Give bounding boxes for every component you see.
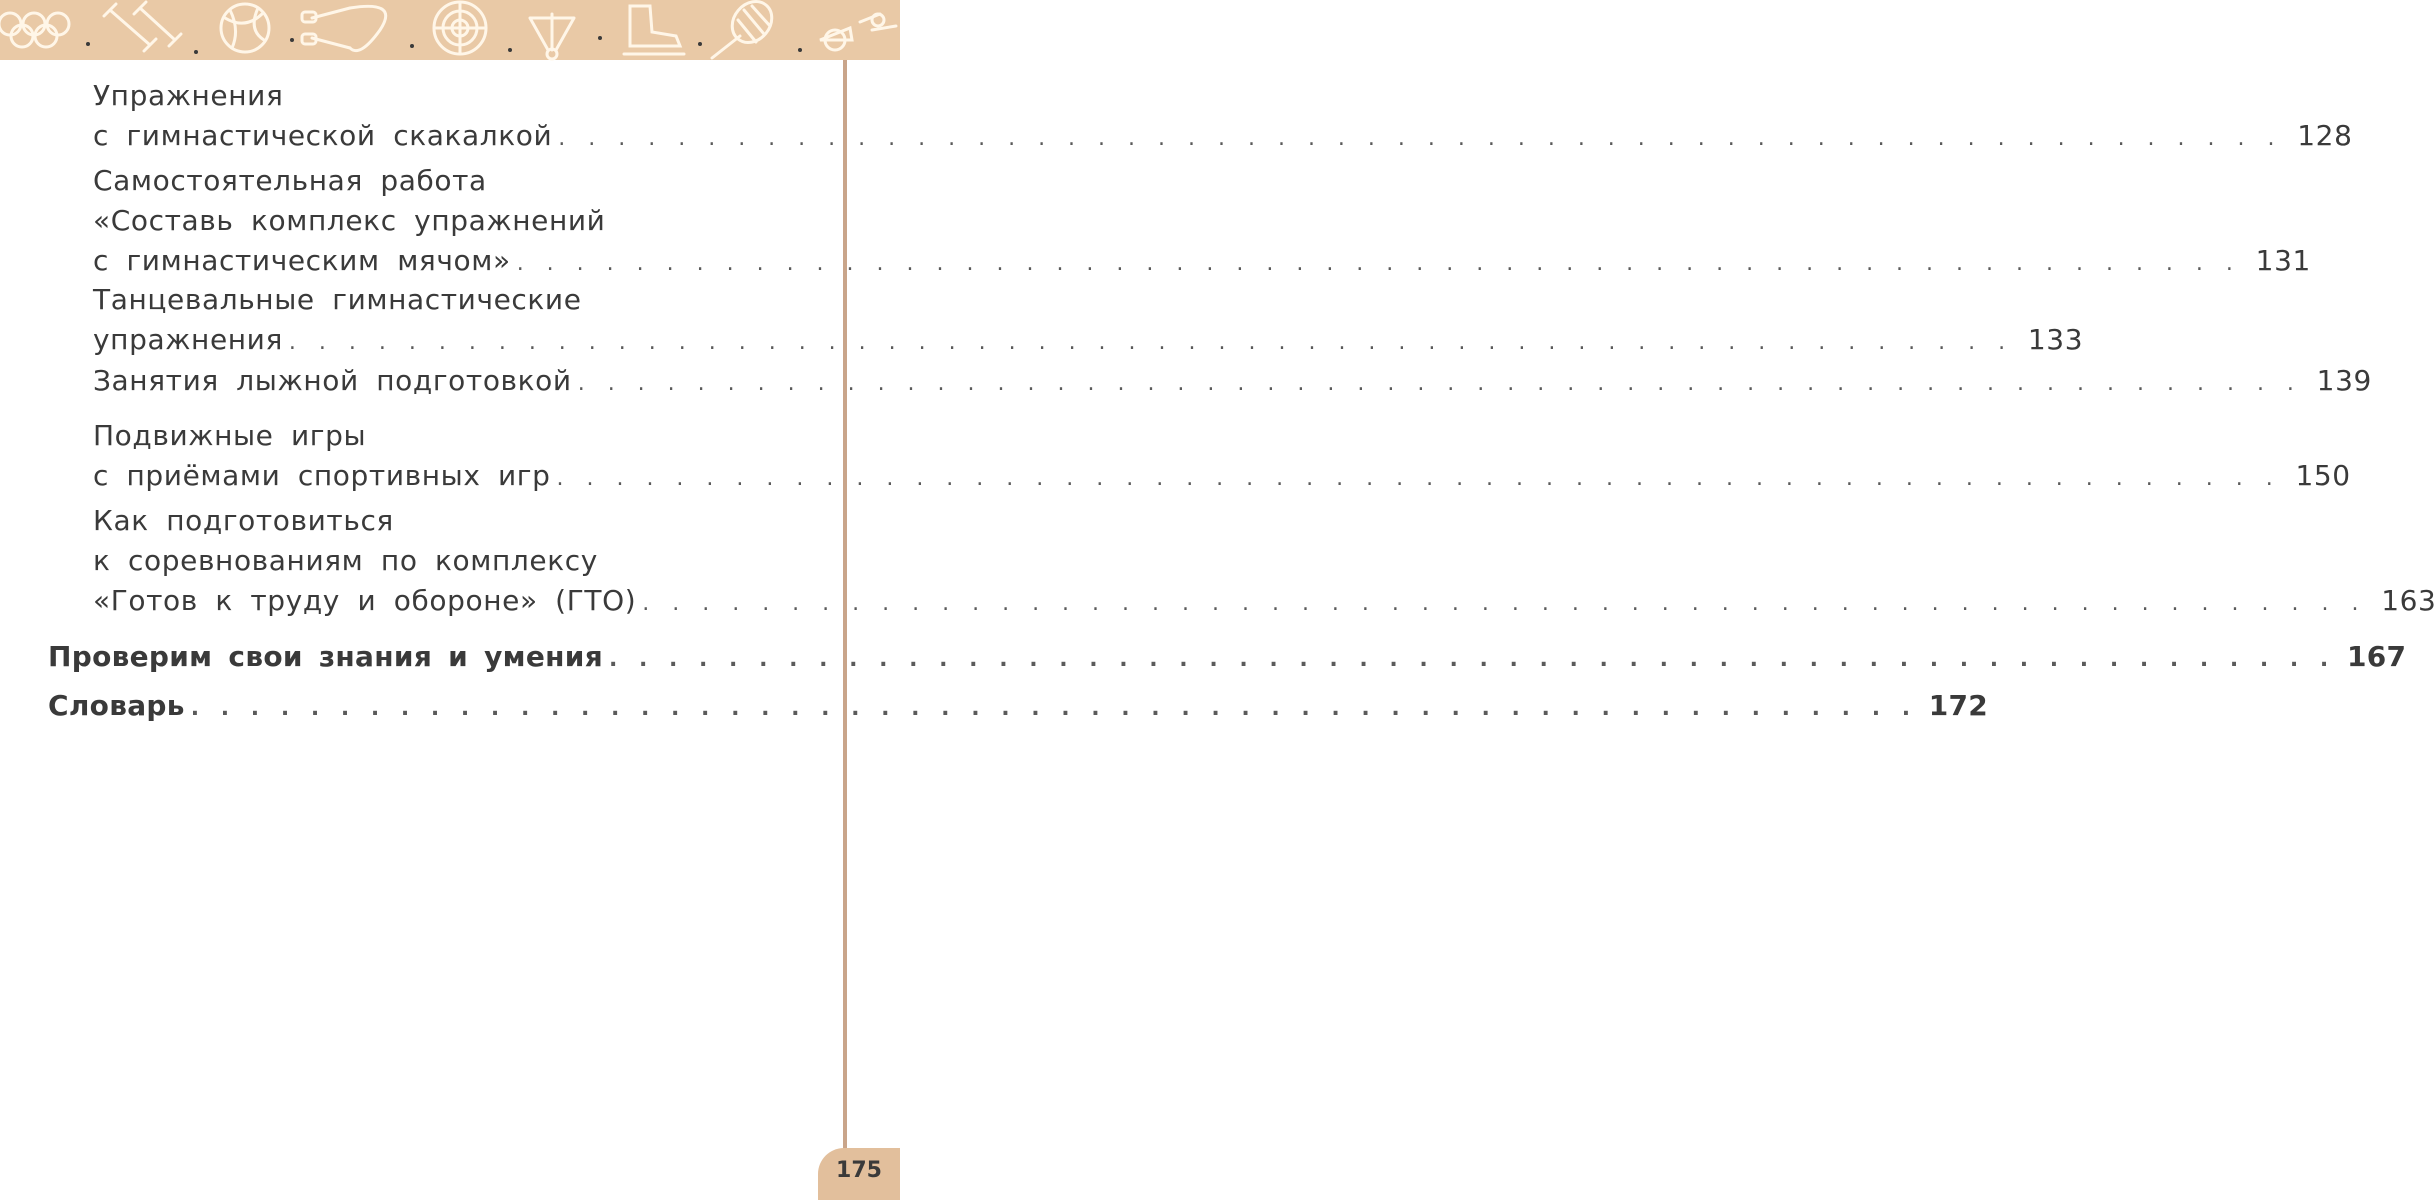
toc-page-number: 167 (2346, 640, 2407, 673)
toc-entry-last-line (48, 686, 1989, 729)
toc-entry-title-line: Проверим свои знания и умения (48, 640, 603, 673)
toc-entry-title-line: «Составь комплекс упражнений (93, 204, 606, 237)
page-margin-strip (843, 60, 904, 1200)
volleyball-icon (221, 4, 269, 52)
toc-entry (93, 361, 2372, 404)
toc-entry (93, 161, 2311, 284)
dartboard-icon (434, 2, 486, 54)
toc-entry-title-line: Занятия лыжной подготовкой (93, 364, 572, 397)
toc-entry-bold (48, 686, 1989, 729)
tennis-racket-icon (712, 0, 780, 58)
page-number: 175 (836, 1158, 882, 1183)
dot-leader: . . . . . . . . . . . . . . . . . . . . . . . . . . . . . . . . . . . . . . . . . . . . . . . . . . . . . . . . . . (288, 330, 2010, 355)
toc-page-number: 128 (2297, 119, 2353, 152)
dot-leader: . . . . . . . . . . . . . . . . . . . . . . . . . . . . . . . . . . . . . . . . . . . . . . . . . . . . . . . . . . (558, 126, 2279, 151)
whistle-icon (820, 14, 896, 50)
dot-leader: . . . . . . . . . . . . . . . . . . . . . . . . . . . . . . . . . . . . . . . . . . . . . . . . . . . . . . . . . . (608, 647, 2333, 672)
dot-leader: . . . . . . . . . . . . . . . . . . . . . . . . . . . . . . . . . . . . . . . . . . . . . . . . . . . . . . . . . . (642, 591, 2363, 616)
toc-entry-title-line: с гимнастической скакалкой (93, 119, 553, 152)
toc-entry (93, 76, 2353, 159)
toc-page-number: 150 (2295, 459, 2351, 492)
ice-skate-icon (624, 6, 684, 54)
toc-entry (93, 416, 2351, 499)
dot-leader: . . . . . . . . . . . . . . . . . . . . . . . . . . . . . . . . . . . . . . . . . . . . . . . . . . . . . . . . . . (190, 696, 1915, 721)
olympic-rings-icon (0, 13, 69, 47)
toc-entry-title-line: к соревнованиям по комплексу (93, 544, 598, 577)
toc-entry-last-line (48, 637, 2407, 680)
toc-entry (93, 280, 2084, 363)
toc-entry-last-line (93, 320, 2084, 363)
dot-leader: . . . . . . . . . . . . . . . . . . . . . . . . . . . . . . . . . . . . . . . . . . . . . . . . . . . . . . . . . . (556, 466, 2277, 491)
toc-entry-title-line: Упражнения (93, 79, 284, 112)
toc-entry-title-line: «Готов к труду и обороне» (ГТО) (93, 584, 637, 617)
toc-entry-title-line: Подвижные игры (93, 419, 367, 452)
toc-page-number: 163 (2381, 584, 2436, 617)
toc-page-number: 139 (2316, 364, 2372, 397)
header-decorative-band (0, 0, 900, 60)
toc-entry-title-line: с приёмами спортивных игр (93, 459, 551, 492)
toc-page-number: 131 (2255, 244, 2311, 277)
toc-entry-title-line: упражнения (93, 323, 283, 356)
jump-rope-icon (302, 6, 386, 50)
toc-entry-last-line (93, 116, 2353, 159)
toc-entry-title-line: Как подготовиться (93, 504, 394, 537)
dot-leader: . . . . . . . . . . . . . . . . . . . . . . . . . . . . . . . . . . . . . . . . . . . . . . . . . . . . . . . . . . (577, 371, 2298, 396)
toc-entry-title-line: с гимнастическим мячом» (93, 244, 511, 277)
shuttlecock-icon (530, 14, 574, 59)
toc-entry-last-line (93, 581, 2436, 624)
toc-entry-last-line (93, 456, 2351, 499)
dumbbells-icon (104, 2, 181, 51)
toc-entry-title-line: Словарь (48, 689, 185, 722)
toc-entry-title-line: Самостоятельная работа (93, 164, 487, 197)
toc-entry-last-line (93, 241, 2311, 284)
toc-page-number: 172 (1928, 689, 1989, 722)
toc-entry-last-line (93, 361, 2372, 404)
toc-page-number: 133 (2027, 323, 2084, 356)
toc-entry-bold (48, 637, 2407, 680)
dot-leader: . . . . . . . . . . . . . . . . . . . . . . . . . . . . . . . . . . . . . . . . . . . . . . . . . . . . . . . . . . (516, 251, 2237, 276)
toc-entry-title-line: Танцевальные гимнастические (93, 283, 582, 316)
toc-entry (93, 501, 2436, 624)
